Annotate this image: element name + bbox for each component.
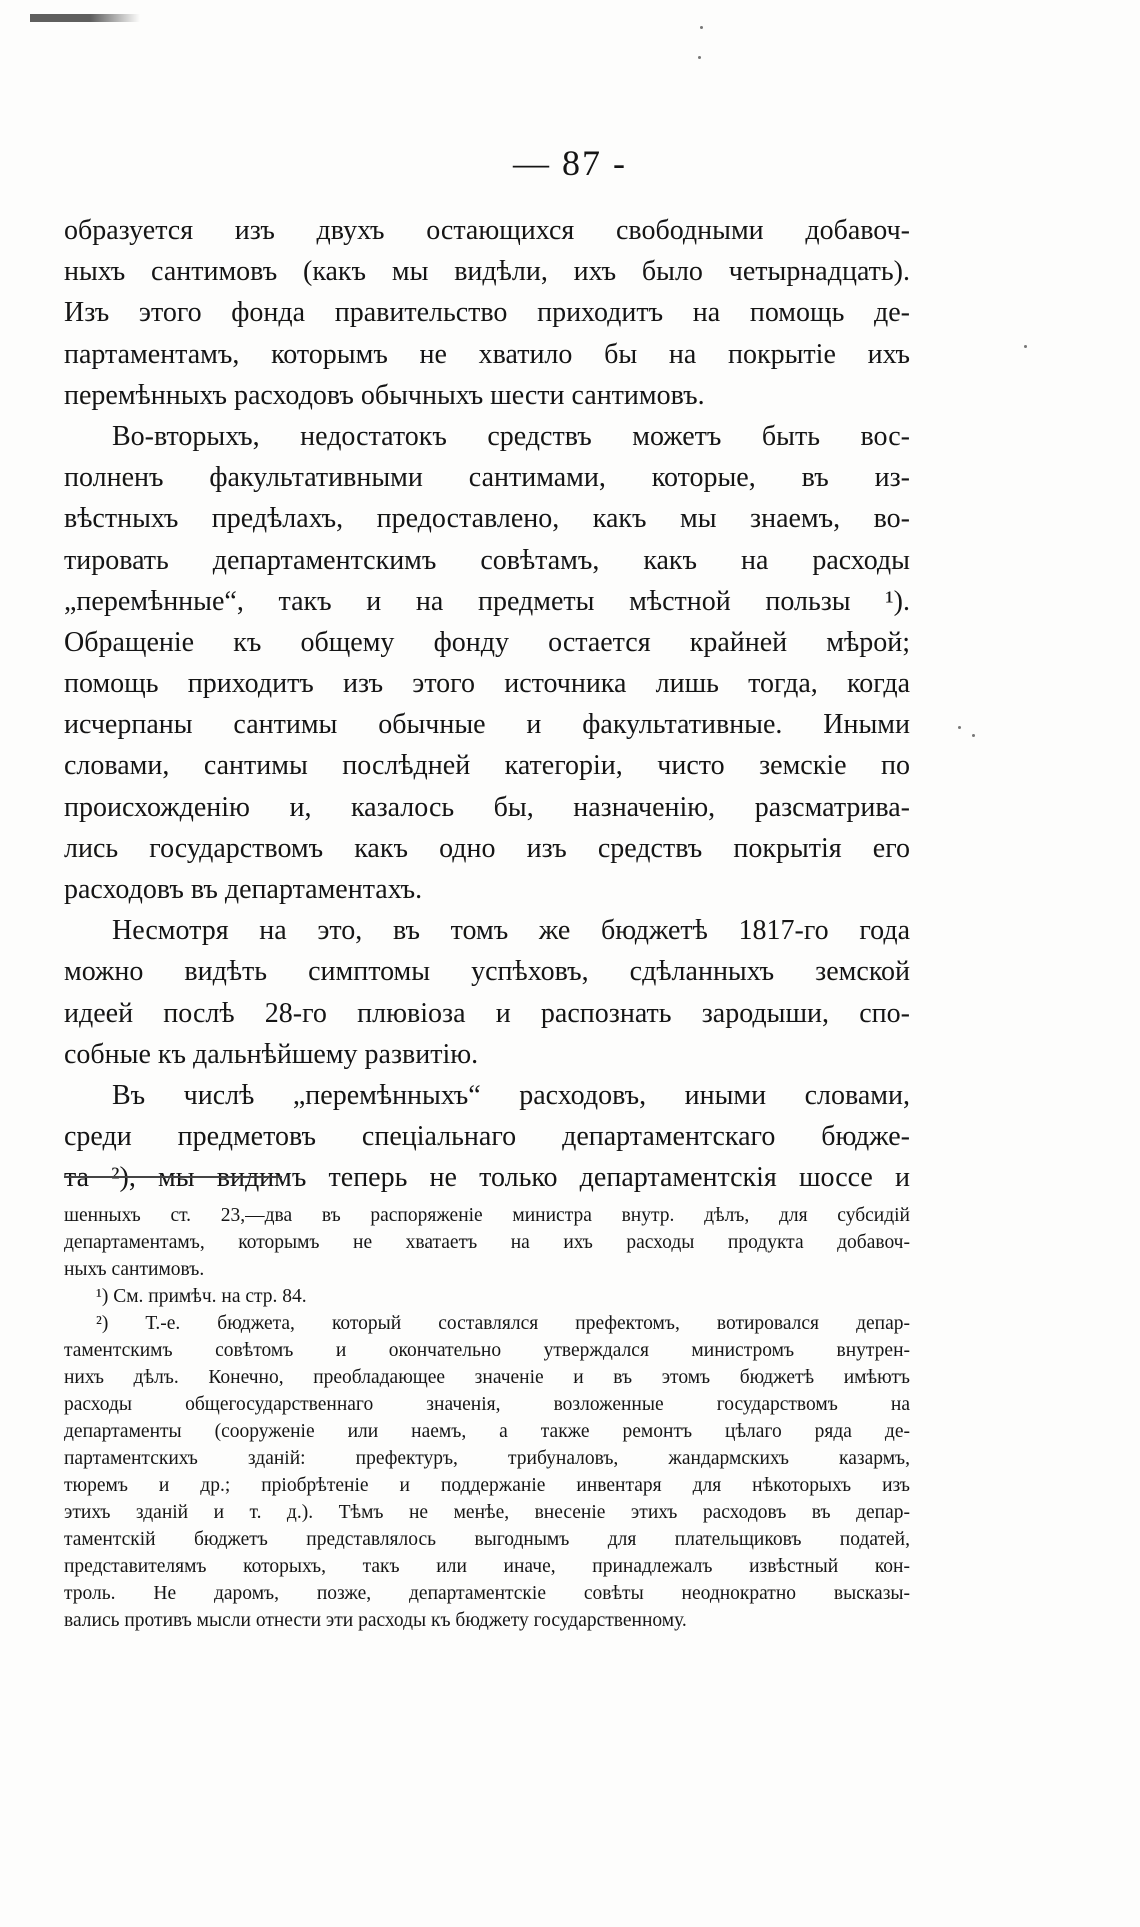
text-line: Обращеніе къ общему фонду остается крайней мѣрой;: [64, 626, 910, 658]
text-line: среди предметовъ спеціальнаго департаментскаго бюдже-: [64, 1121, 910, 1153]
page-number: — 87 -: [513, 143, 627, 183]
text-line: помощь приходитъ изъ этого источника лишь тогда, когда: [64, 668, 910, 700]
text-line: идеей послѣ 28-го плювіоза и распознать зародыши, спо-: [64, 997, 910, 1029]
footnote-1: ¹) См. примѣч. на стр. 84.: [96, 1286, 307, 1307]
scan-speck: [700, 26, 703, 29]
footnote-line: троль. Не даромъ, позже, департаментскіе совѣты неоднократно высказы-: [64, 1583, 910, 1604]
scan-artifact: [30, 14, 140, 22]
footnotes: [64, 1202, 910, 1634]
footnote-line: таментскимъ совѣтомъ и окончательно утверждался министромъ внутрен-: [64, 1340, 910, 1361]
text-line: перемѣнныхъ расходовъ обычныхъ шести сантимовъ.: [64, 379, 705, 411]
footnote-line: представителямъ которыхъ, такъ или иначе, принадлежалъ извѣстный кон-: [64, 1556, 910, 1577]
text-line: партаментамъ, которымъ не хватило бы на покрытіе ихъ: [64, 338, 910, 370]
paragraph-start-line: Въ числѣ „перемѣнныхъ“ расходовъ, иными словами,: [112, 1079, 910, 1111]
scan-speck: [1024, 345, 1027, 348]
text-line: словами, сантимы послѣдней категоріи, чисто земскіе по: [64, 750, 910, 782]
text-line: происхожденію и, казалось бы, назначенію, разсматрива-: [64, 791, 910, 823]
text-line: исчерпаны сантимы обычные и факультативные. Иными: [64, 709, 910, 741]
text-line: ныхъ сантимовъ (какъ мы видѣли, ихъ было четырнадцать).: [64, 256, 910, 288]
footnote-line: партаментскихъ зданій: префектуръ, трибуналовъ, жандармскихъ казармъ,: [64, 1448, 910, 1469]
scan-speck: [958, 726, 961, 729]
text-line: можно видѣть симптомы успѣховъ, сдѣланныхъ земской: [64, 956, 910, 988]
footnote-line: расходы общегосударственнаго значенія, возложенные государствомъ на: [64, 1394, 910, 1415]
text-line: собные къ дальнѣйшему развитію.: [64, 1038, 479, 1070]
text-line: лись государствомъ какъ одно изъ средствъ покрытія его: [64, 832, 910, 864]
footnote-line: нихъ дѣлъ. Конечно, преобладающее значеніе и въ этомъ бюджетѣ имѣютъ: [64, 1367, 910, 1388]
text-line: вѣстныхъ предѣлахъ, предоставлено, какъ мы знаемъ, во-: [64, 503, 910, 535]
footnote-line: этихъ зданій и т. д.). Тѣмъ не менѣе, внесеніе этихъ расходовъ въ депар-: [64, 1502, 910, 1523]
footnote-2: ²) Т.-е. бюджета, который составлялся префектомъ, вотировался депар-: [96, 1313, 910, 1334]
text-line: полненъ факультативными сантимами, которые, въ из-: [64, 462, 910, 494]
footnote-line: таментскій бюджетъ представлялось выгоднымъ для плательщиковъ податей,: [64, 1529, 910, 1550]
text-line: Изъ этого фонда правительство приходитъ на помощь де-: [64, 297, 910, 329]
paragraph-start-line: Несмотря на это, въ томъ же бюджетѣ 1817-го года: [112, 915, 910, 947]
scan-speck: [972, 734, 975, 737]
text-line: та ²), мы видимъ теперь не только департаментскія шоссе и: [64, 1162, 910, 1194]
text-line: „перемѣнные“, такъ и на предметы мѣстной пользы ¹).: [64, 585, 910, 617]
text-line: тировать департаментскимъ совѣтамъ, какъ на расходы: [64, 544, 910, 576]
footnote-line: вались противъ мысли отнести эти расходы къ бюджету государственному.: [64, 1610, 687, 1631]
text-line: расходовъ въ департаментахъ.: [64, 874, 423, 905]
footnote-line: ныхъ сантимовъ.: [64, 1259, 205, 1280]
footnote-separator: [64, 1176, 282, 1178]
scan-speck: [698, 56, 701, 59]
paragraph-start-line: Во-вторыхъ, недостатокъ средствъ можетъ быть вос-: [112, 420, 910, 452]
footnote-line: департаменты (сооруженіе или наемъ, а также ремонтъ цѣлаго ряда де-: [64, 1421, 910, 1442]
main-text: [64, 210, 910, 1199]
footnote-line: тюремъ и др.; пріобрѣтеніе и поддержаніе инвентаря для нѣкоторыхъ изъ: [64, 1475, 910, 1496]
footnote-line: департаментамъ, которымъ не хватаетъ на ихъ расходы продукта добавоч-: [64, 1232, 910, 1253]
text-line: образуется изъ двухъ остающихся свободными добавоч-: [64, 215, 910, 246]
footnote-line: шенныхъ ст. 23,—два въ распоряженіе министра внутр. дѣлъ, для субсидій: [64, 1205, 910, 1226]
